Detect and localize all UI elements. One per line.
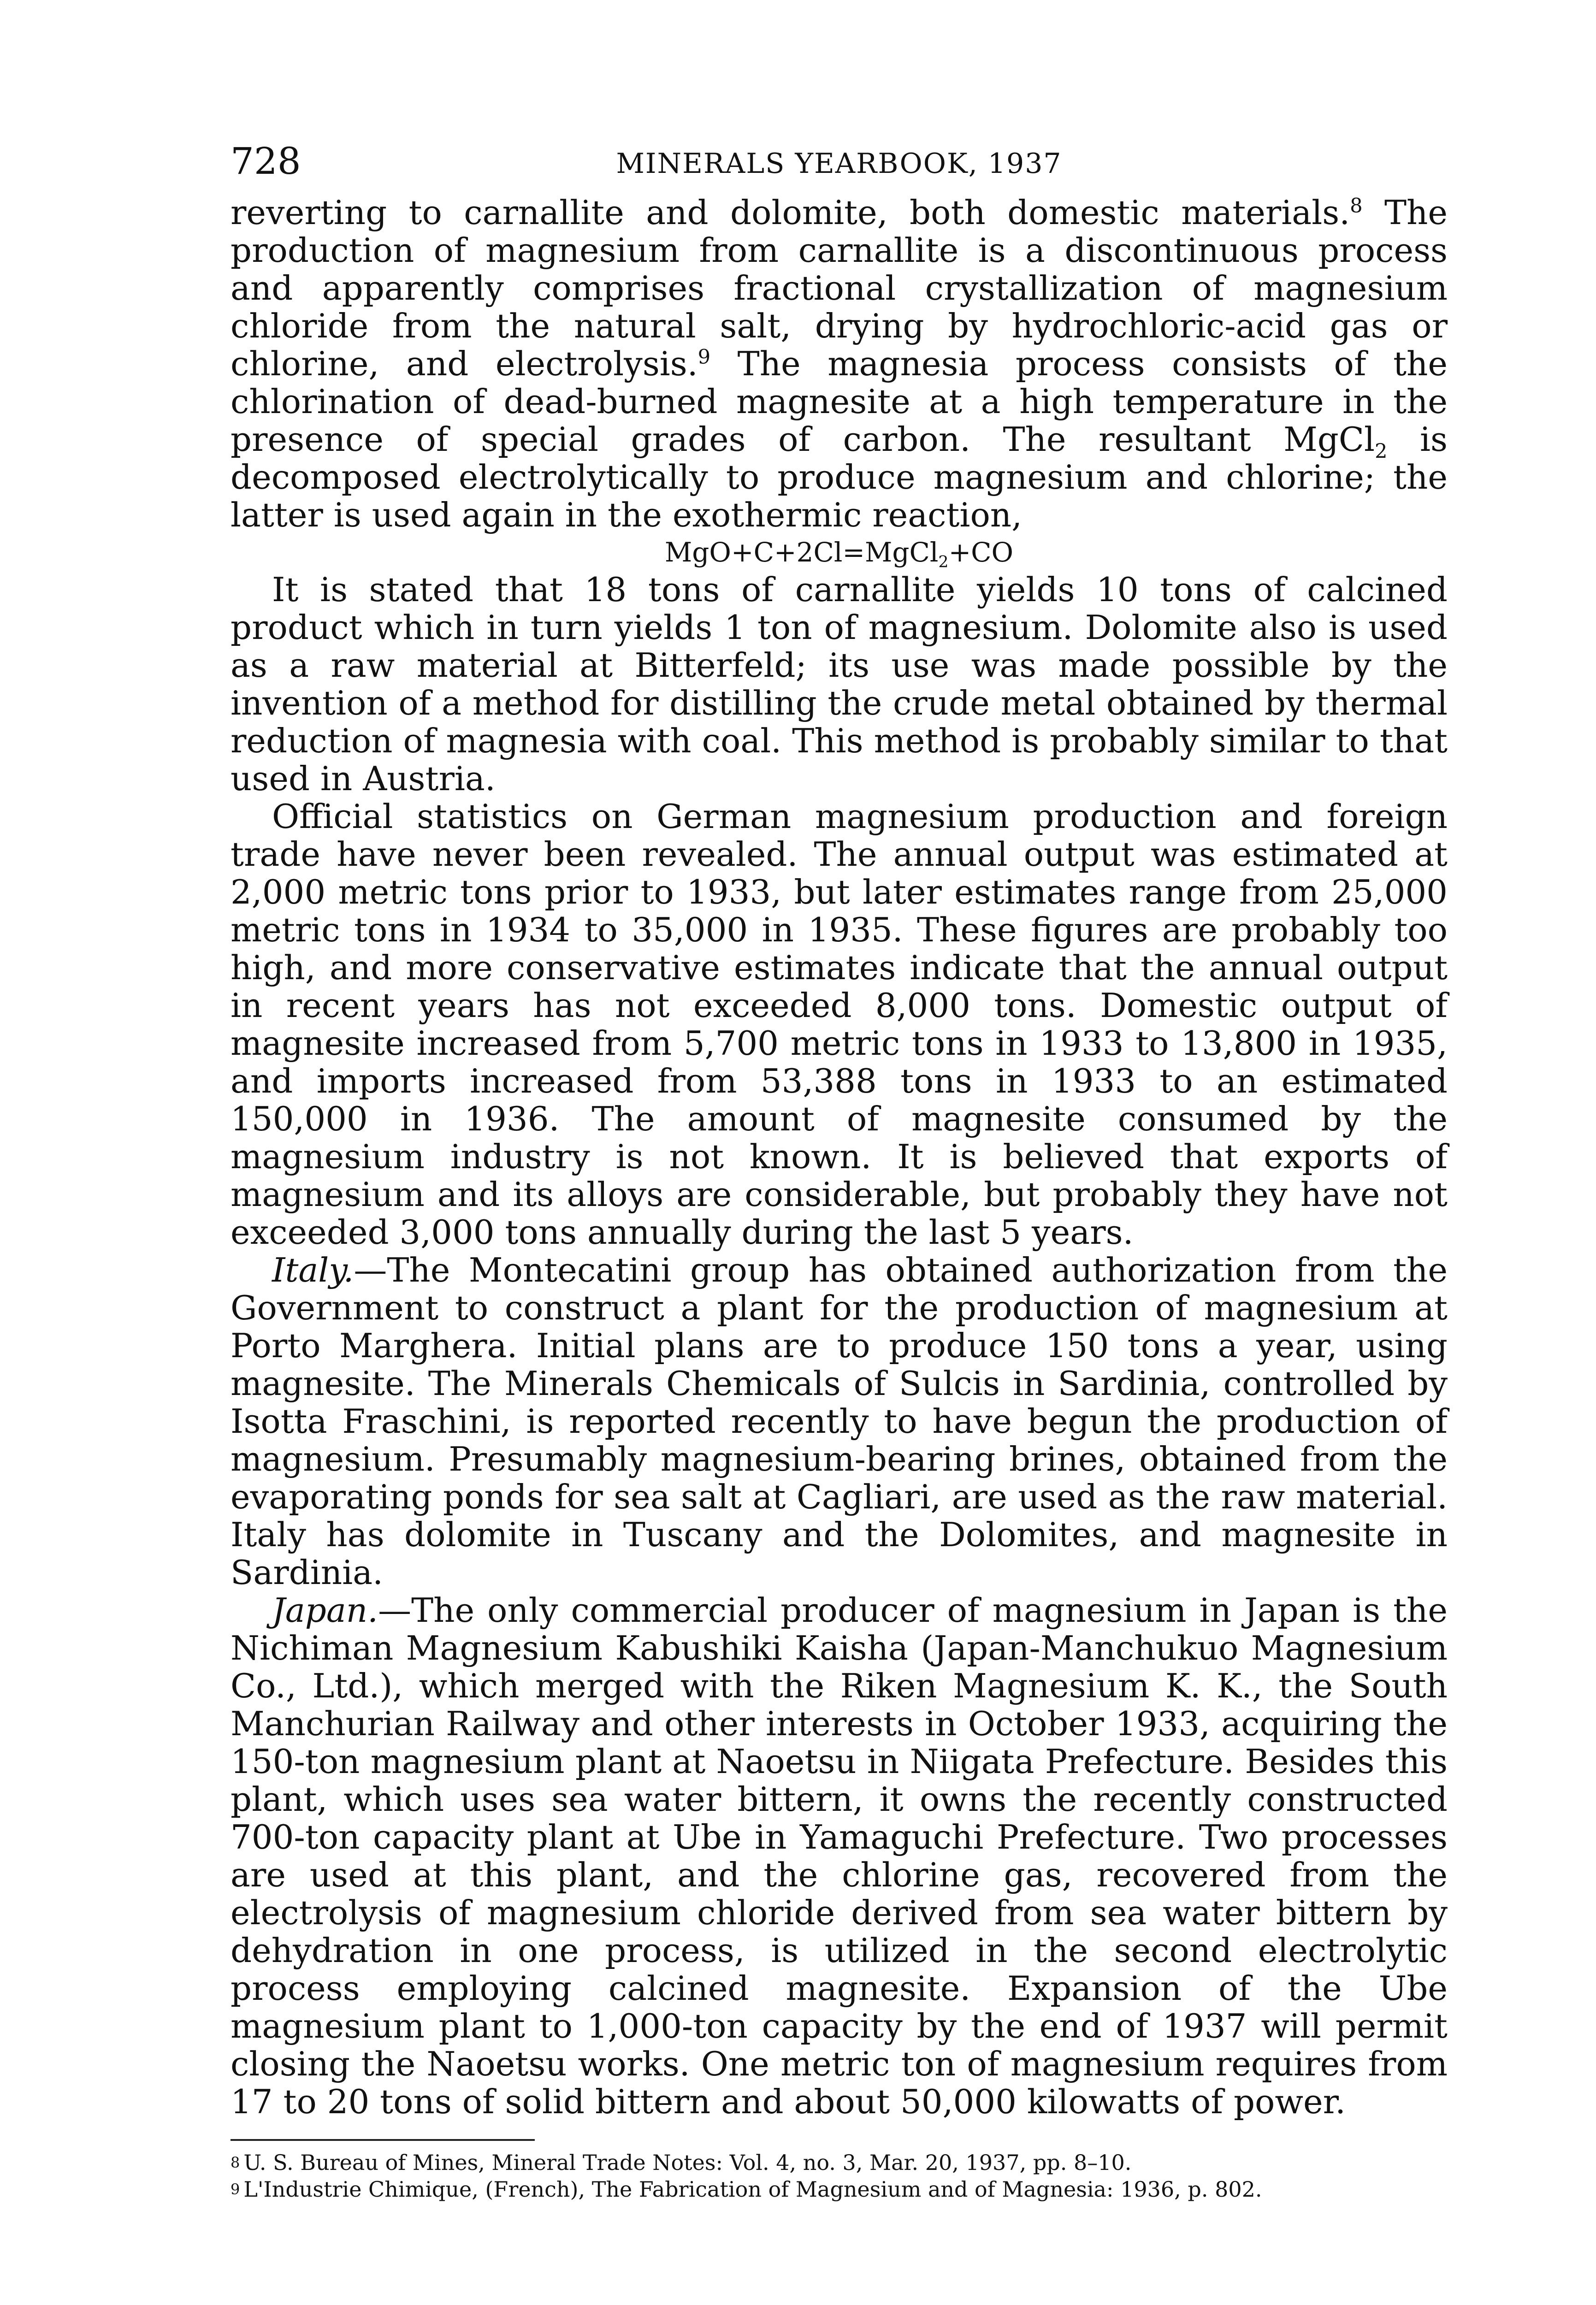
- paragraph-carnallite-process: [231, 194, 1448, 534]
- footnote-9: [231, 2176, 1448, 2203]
- footnote-8: [231, 2149, 1448, 2176]
- body-text: [231, 194, 1448, 2121]
- footnote-divider: [231, 2139, 535, 2141]
- paragraph-italy: [231, 1251, 1448, 1591]
- paragraph-japan: [231, 1591, 1448, 2121]
- footnote-text: L'Industrie Chimique, (French), The Fabrication of Magnesium and of Magnesia: 1936, p. 802.: [243, 2177, 1262, 2202]
- page-header: [231, 138, 1448, 194]
- footnote-mark: 9: [231, 2181, 240, 2198]
- subscript: 2: [1375, 440, 1388, 463]
- text-run: reverting to carnallite and dolomite, both domestic materials.: [231, 193, 1350, 232]
- equation-part: +CO: [948, 537, 1014, 568]
- page-number: 728: [231, 140, 301, 183]
- paragraph-carnallite-yield: It is stated that 18 tons of carnallite yields 10 tons of calcined product which in turn yields 1 ton of magnesium. Dolomite also is used as a raw material at Bitterfeld; its use was made possible by the invention of a method for distilling the crude metal obtained by thermal reduction of magnesia with coal. This method is probably similar to that used in Austria.: [231, 570, 1448, 798]
- footnote-text: U. S. Bureau of Mines, Mineral Trade Notes: Vol. 4, no. 3, Mar. 20, 1937, pp. 8–10.: [243, 2150, 1132, 2175]
- country-heading-japan: Japan.: [272, 1591, 378, 1630]
- running-head: MINERALS YEARBOOK, 1937: [616, 148, 1062, 180]
- equation-subscript: 2: [938, 553, 949, 572]
- paragraph-german-statistics: Official statistics on German magnesium production and foreign trade have never been revealed. The annual output was estimated at 2,000 metric tons prior to 1933, but later estimates range from 25,000 metric tons in 1934 to 35,000 in 1935. These figures are probably too high, and more conservative estimates indicate that the annual output in recent years has not exceeded 8,000 tons. Domestic output of magnesite increased from 5,700 metric tons in 1933 to 13,800 in 1935, and imports increased from 53,388 tons in 1933 to an estimated 150,000 in 1936. The amount of magnesite consumed by the magnesium industry is not known. It is believed that exports of magnesium and its alloys are considerable, but probably they have not exceeded 3,000 tons annually during the last 5 years.: [231, 797, 1448, 1252]
- text-run: The magnesia process consists of the chlorination of dead-burned magnesite at a high temperature in the presence of special grades of carbon. The resultant MgCl: [231, 344, 1448, 459]
- footnote-mark: 8: [231, 2154, 240, 2171]
- footnotes: [231, 2149, 1448, 2203]
- country-heading-italy: Italy.: [272, 1251, 354, 1289]
- text-run: The production of magnesium from carnallite is a discontinuous process and apparently comprises fractional crystallization of magnesium chloride from the natural salt, drying by hydrochloric-acid gas or chlorine, and electrolysis.: [231, 193, 1448, 383]
- italy-text: —The Montecatini group has obtained authorization from the Government to construct a plant for the production of magnesium at Porto Marghera. Initial plans are to produce 150 tons a year, using magnesite. The Minerals Chemicals of Sulcis in Sardinia, controlled by Isotta Fraschini, is reported recently to have begun the production of magnesium. Presumably magnesium-bearing brines, obtained from the evaporating ponds for sea salt at Cagliari, are used as the raw material. Italy has dolomite in Tuscany and the Dolomites, and magnesite in Sardinia.: [231, 1251, 1448, 1592]
- text-run: is decomposed electrolytically to produce magnesium and chlorine; the latter is used again in the exothermic reaction,: [231, 420, 1448, 534]
- chemical-equation: [231, 534, 1448, 571]
- japan-text: —The only commercial producer of magnesium in Japan is the Nichiman Magnesium Kabushiki Kaisha (Japan-Manchukuo Magnesium Co., Ltd.), which merged with the Riken Magnesium K. K., the South Manchurian Railway and other interests in October 1933, acquiring the 150-ton magnesium plant at Naoetsu in Niigata Prefecture. Besides this plant, which uses sea water bittern, it owns the recently constructed 700-ton capacity plant at Ube in Yamaguchi Prefecture. Two processes are used at this plant, and the chlorine gas, recovered from the electrolysis of magnesium chloride derived from sea water bittern by dehydration in one process, is utilized in the second electrolytic process employing calcined magnesite. Expansion of the Ube magnesium plant to 1,000-ton capacity by the end of 1937 will permit closing the Naoetsu works. One metric ton of magnesium requires from 17 to 20 tons of solid bittern and about 50,000 kilowatts of power.: [231, 1591, 1448, 2121]
- document-page: [231, 138, 1448, 2203]
- equation-part: MgO+C+2Cl=MgCl: [664, 537, 939, 568]
- footnote-ref-9: 9: [698, 346, 711, 369]
- footnote-ref-8: 8: [1350, 195, 1363, 218]
